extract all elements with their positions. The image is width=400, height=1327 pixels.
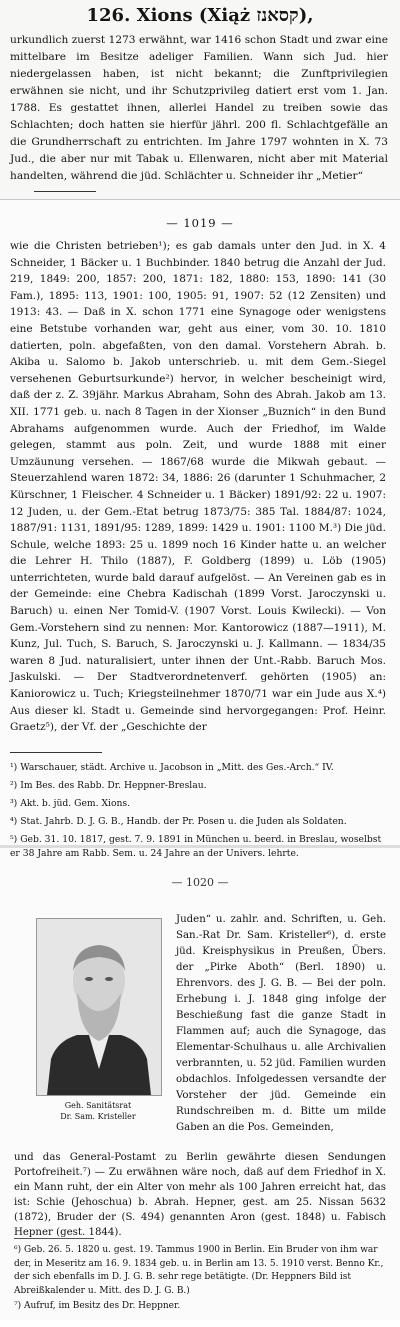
footnote-rule-1020 — [14, 1238, 94, 1239]
footnote-2: ²) Im Bes. des Rabb. Dr. Heppner-Breslau. — [10, 779, 207, 791]
footnote-4: ⁴) Stat. Jahrb. D. J. G. B., Handb. der Pr. Posen u. die Juden als Soldaten. — [10, 815, 347, 827]
footnote-3: ³) Akt. b. jüd. Gem. Xions. — [10, 797, 131, 809]
footnote-7: ⁷) Aufruf, im Besitz des Dr. Heppner. — [14, 1301, 181, 1311]
page3-body: und das General-Postamt zu Berlin gewährte diesen Sendungen Portofreiheit.⁷) — Zu erwähnen wäre noch, daß auf dem Friedhof in X. ein Mann ruht, der ein Alter von mehr als 100 Jahren erreicht hat, das ist: Schie (Jehoschua) b. Abrah. Hepner, gest. am 25. Nissan 5632 (1872), Bruder der (S. 494) genannten Aron (gest. 1848) u. Fabisch Hepner (gest. 1844). — [14, 1152, 386, 1238]
footnote-rule — [10, 752, 102, 753]
section-title: 126. Xions (Xiąż קסאנז), — [86, 5, 314, 26]
page-number-1020: — 1020 — — [171, 876, 229, 889]
footnote-5: ⁵) Geb. 31. 10. 1817, gest. 7. 9. 1891 in München u. beerd. in Breslau, woselbst er 38 Jahre am Rabb. Sem. u. 24 Jahre an der Univers. lehrte. — [10, 833, 382, 859]
page-1018-fragment — [0, 0, 400, 200]
page-number: — 1019 — — [166, 216, 234, 230]
portrait-illustration — [37, 919, 161, 1095]
caption-title: Geh. Sanitätsrat — [64, 1101, 132, 1110]
page1-body: urkundlich zuerst 1273 erwähnt, war 1416 schon Stadt und zwar eine mittelbare im Besitze adeliger Familien. Wann sich Jud. hier niedergelassen haben, ist nicht bekannt; die Zunftprivilegien erwähnen sie nicht, und ihr Schutzprivileg datiert erst vom 1. Jan. 1788. Es gestattet ihnen, allerlei Handel zu treiben sowie das Schlachten; doch hatten sie hierfür jährl. 200 fl. Schlachtgefälle an die Grundherrschaft zu entrichten. Im Jahre 1797 wohnten in X. 73 Jud., die aber nur mit Tabak u. Ellenwaren, nicht aber mit Material handelten, während die jüd. Schlächter u. Schneider ihr „Metier“ — [10, 34, 388, 182]
portrait-caption — [36, 1100, 160, 1122]
footnote-1: ¹) Warschauer, städt. Archive u. Jacobson in „Mitt. des Ges.-Arch.“ IV. — [10, 761, 334, 773]
caption-name: Dr. Sam. Kristeller — [60, 1112, 136, 1121]
footnotes-1020 — [14, 1242, 388, 1316]
footnote-6: ⁶) Geb. 26. 5. 1820 u. gest. 19. Tammus 1900 in Berlin. Ein Bruder von ihm war der, in Meseritz am 16. 9. 1834 geb. u. in Berlin am 13. 5. 1910 verst. Benno Kr., der sich ebenfalls im D. J. G. B. sehr rege betätigte. (Dr. Heppners Bild ist Abreißkalender u. Mitt. des D. J. G. B.) — [14, 1245, 384, 1296]
scan-divider-2 — [0, 845, 400, 848]
page2-body: wie die Christen betrieben¹); es gab damals unter den Jud. in X. 4 Schneider, 1 Bäcker u. 1 Buchbinder. 1840 betrug die Anzahl der Jud. 219, 1849: 200, 1857: 200, 1871: 182, 1880: 153, 1890: 141 (30 Fam.), 1895: 113, 1901: 100, 1905: 91, 1907: 52 (12 Zensiten) und 1913: 43. — Daß in X. schon 1771 eine Synagoge oder wenigstens eine Betstube vorhanden war, geht aus einer, vom 30. 10. 1810 datierten, poln. abgefaßten, von den damal. Vorstehern Abrah. b. Akiba u. Salomo b. Jakob unterschrieb. u. mit dem Gem.-Siegel versehenen Geburtsurkunde²) hervor, in welcher bescheinigt wird, daß der z. Z. 39jähr. Markus Abraham, Sohn des Abrah. Jakob am 13. XII. 1771 geb. u. nach 8 Tagen in der Xionser „Buznich“ in den Bund Abrahams aufgenommen wurde. Auch der Friedhof, im Walde gelegen, stammt aus poln. Zeit, und wurde 1888 mit einer Umzäunung versehen. — 1867/68 wurde die Mikwah gebaut. — Steuerzahlend waren 1872: 34, 1886: 26 (darunter 1 Schuhmacher, 2 Kürschner, 1 Fleischer. 4 Schneider u. 1 Bäcker) 1891/92: 22 u. 1907: 12 Juden, u. der Gem.-Etat betrug 1873/75: 385 Tal. 1884/87: 1024, 1887/91: 1131, 1891/95: 1289, 1899: 1429 u. 1901: 1100 M.³) Die jüd. Schule, welche 1893: 25 u. 1899 noch 16 Kinder hatte u. an welcher die Lehrer H. Thilo (1887), F. Goldberg (1899) u. Löb (1905) unterrichteten, wurde bald darauf aufgelöst. — An Vereinen gab es in der Gemeinde: eine Chebra Kadischah (1899 Vorst. Jaroczynski u. Baruch) u. einen Ner Tomid-V. (1907 Vorst. Louis Kwilecki). — Von Gem.-Vorstehern sind zu nennen: Mor. Kantorowicz (1887—1911), M. Kunz, Jul. Tuch, S. Baruch, S. Jaroczynski u. J. Kallmann. — 1834/35 waren 8 Jud. naturalisiert, unter ihnen der Unt.-Rabb. Baruch Mos. Jaskulski. — Der Stadtverordnetenverf. gehörten (1905) an: Kaniorowicz u. Tuch; Kriegsteilnehmer 1870/71 war ein Jude aus X.⁴) Aus dieser kl. Stadt u. Gemeinde sind hervorgegangen: Prof. Heinr. Graetz⁵), der Vf. der „Geschichte der — [10, 240, 386, 734]
page3-right-column: Juden“ u. zahlr. and. Schriften, u. Geh. San.-Rat Dr. Sam. Kristeller⁶), d. erste jüd. Kreisphysikus in Preußen, Übers. der „Pirke Aboth“ (Berl. 1890) u. Ehrenvors. des J. G. B. — Bei der poln. Erhebung i. J. 1848 ging infolge der Beschießung fast die ganze Stadt in Flammen auf; auch die Synagoge, das Elementar-Schulhaus u. alle Archivalien verbrannten, u. 52 jüd. Familien wurden obdachlos. Infolgedessen versandte der Vorsteher der jüd. Gemeinde ein Rundschreiben m. d. Bitte um milde Gaben an die Pos. Gemeinden, — [176, 914, 386, 1133]
portrait-photo — [36, 918, 162, 1096]
short-rule — [34, 191, 96, 192]
